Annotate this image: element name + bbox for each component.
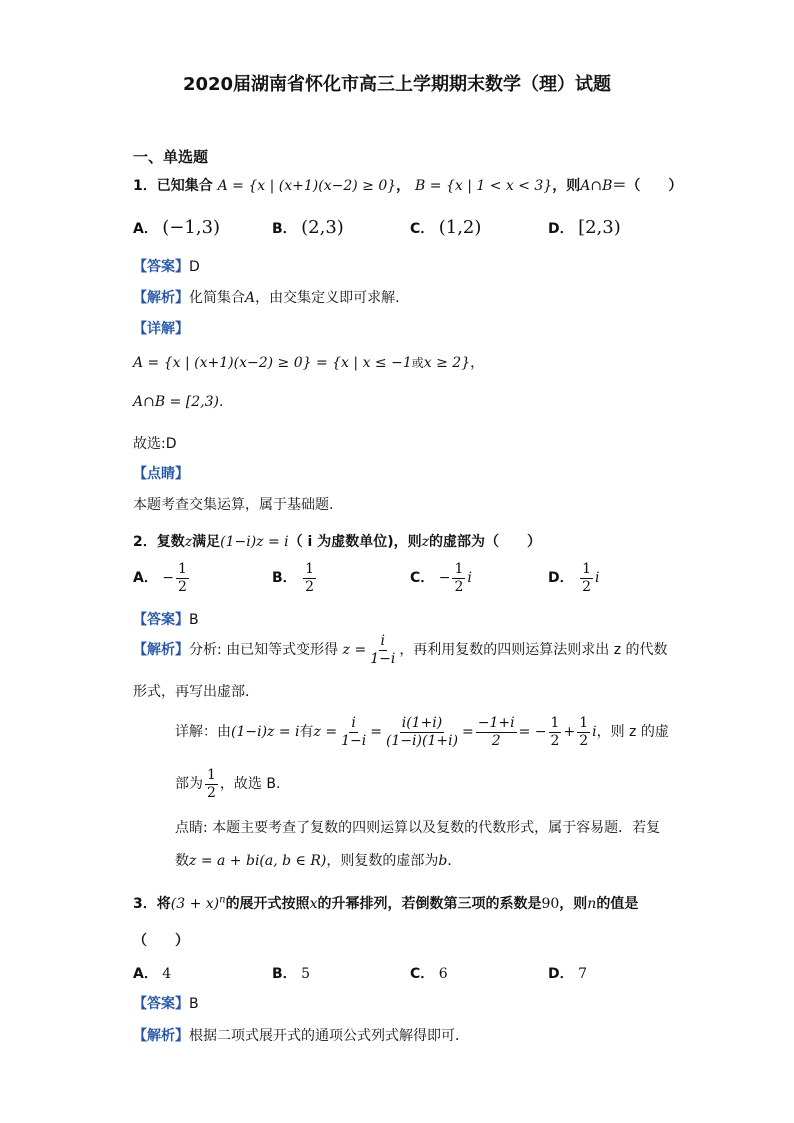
q1-comment: 本题考查交集运算，属于基础题. [133, 497, 334, 513]
q3-analysis: 【解析】根据二项式展开式的通项公式列式解得即可． [133, 1028, 469, 1044]
q1-option-c: C． (1,2) [410, 217, 482, 238]
q1-stem-a: 已知集合 [156, 178, 213, 194]
q1-detail-label: 【详解】 [133, 321, 189, 337]
q2-option-a: A． − $\frac{1}{2}$ [133, 561, 187, 595]
q1-detail-line2: A∩B = [2,3). [133, 394, 224, 410]
q2-answer: 【答案】B [133, 612, 199, 628]
q1-number: 1． [133, 178, 157, 194]
section-heading: 一、单选题 [133, 148, 209, 166]
q3-option-c: C． 6 [410, 966, 448, 982]
q1-detail-line1: A = {x | (x+1)(x−2) ≥ 0} = {x | x ≤ −1或x ≥ 2}， [133, 355, 485, 371]
q2-detail-line2: 部为 $\frac{1}{2}$ ，故选 B. [175, 767, 281, 801]
q2-option-d: D． $\frac{1}{2}$ i [548, 561, 600, 595]
page-title: 2020届湖南省怀化市高三上学期期末数学（理）试题 [182, 74, 612, 95]
q2-option-b: B． $\frac{1}{2}$ [272, 561, 315, 595]
q3-stem: 3．将$(3 + x)^n$的展开式按照x的升幂排列，若倒数第三项的系数是90，则n的值是 [133, 894, 639, 912]
q1-conclusion: 故选:D [133, 436, 177, 452]
q3-option-d: D． 7 [548, 966, 587, 982]
q1-comma: ， [396, 178, 411, 194]
q3-option-b: B． 5 [272, 966, 311, 982]
q2-option-c: C． − $\frac{1}{2}$ i [410, 561, 472, 595]
q3-answer: 【答案】B [133, 996, 199, 1012]
q1-set-a: A = {x | (x+1)(x−2) ≥ 0} [217, 178, 397, 194]
q1-set-b: B = {x | 1 < x < 3} [415, 178, 553, 194]
q1-option-d: D． [2,3) [548, 217, 621, 238]
q2-comment-line2: 数z = a + bi(a, b ∈ R)，则复数的虚部为b． [175, 853, 462, 869]
q1-option-b: B． (2,3) [272, 217, 344, 238]
q2-stem: 2．复数z满足(1−i)z = i（ i 为虚数单位)，则z的虚部为（ ） [133, 534, 542, 550]
q3-option-a: A． 4 [133, 966, 172, 982]
q2-analysis-line2: 形式，再写出虚部． [133, 684, 259, 700]
q2-detail-line1: 详解：由(1−i)z = i有z = $\frac{i}{1-i}$ = $\frac{i(1+i)}{(1-i)(1+i)}$ = $\frac{-1+i}{2}$ = − $\frac{1}{2}$ + $\frac{1}{2}$ i，则 z 的虚 [175, 715, 669, 749]
q1-analysis: 【解析】化简集合A，由交集定义即可求解. [133, 290, 400, 306]
q1-expr: A∩B [580, 178, 613, 194]
q1-comment-label: 【点睛】 [133, 466, 189, 482]
q2-comment-line1: 点睛: 本题主要考查了复数的四则运算以及复数的代数形式，属于容易题．若复 [175, 820, 661, 836]
q2-analysis-line1: 【解析】分析: 由已知等式变形得 z = $\frac{i}{1-i}$ ，再利用复数的四则运算法则求出 z 的代数 [133, 633, 668, 667]
q1-stem-c: ＝（ ） [612, 178, 683, 194]
q1-stem-b: ，则 [552, 178, 581, 194]
q1-answer: 【答案】D [133, 259, 200, 275]
q1-option-a: A． (−1,3) [133, 217, 221, 238]
q1-stem [133, 175, 682, 195]
q3-stem-paren: （ ） [133, 933, 189, 949]
